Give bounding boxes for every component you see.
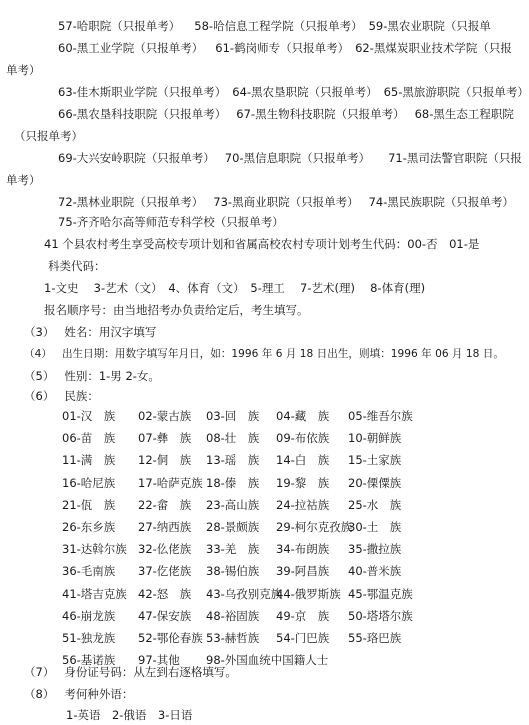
field-number: （7）	[24, 665, 55, 679]
field-ethnicity	[24, 388, 99, 404]
ethnic-code-item: 28-景颇族	[206, 520, 260, 534]
ethnic-code-item: 21-佤 族	[62, 498, 116, 512]
ethnic-code-item: 45-鄂温克族	[348, 587, 413, 601]
language-codes: 1-英语 2-俄语 3-日语	[66, 708, 193, 722]
school-line	[58, 150, 522, 166]
ethnic-code-item: 98-外国血统中国籍人士	[206, 653, 329, 667]
field-foreign-language	[24, 686, 133, 702]
ethnic-code-item: 24-拉祜族	[276, 498, 330, 512]
school-line-wrap	[6, 62, 41, 78]
ethnic-code-item: 26-东乡族	[62, 520, 116, 534]
ethnic-code-item: 30-土 族	[348, 520, 402, 534]
school-entry: 65-黑旅游职院（只报单考）	[383, 85, 529, 99]
field-text: 身份证号码：从左到右逐格填写。	[64, 665, 237, 679]
school-line	[58, 194, 514, 210]
field-text: 民族：	[64, 389, 99, 403]
school-line-wrap	[6, 172, 41, 188]
school-line-wrap	[14, 128, 83, 144]
ethnic-code-item: 16-哈尼族	[62, 476, 116, 490]
ethnic-code-item: 19-黎 族	[276, 476, 330, 490]
ethnic-code-item: 14-白 族	[276, 453, 330, 467]
ethnic-code-item: 37-仡佬族	[138, 564, 192, 578]
ethnic-code-item: 15-土家族	[348, 453, 402, 467]
field-text: 出生日期：用数字填写年月日，如：1996 年 6 月 18 日出生，则填：1996 年 06 月 18 日。	[61, 348, 504, 360]
ethnic-code-item: 38-锡伯族	[206, 564, 260, 578]
field-birthdate	[24, 346, 504, 362]
ethnic-code-item: 33-羌 族	[206, 542, 260, 556]
ethnic-code-item: 23-高山族	[206, 498, 260, 512]
school-entry: 67-黑生物科技职院（只报单考）	[236, 107, 405, 121]
school-line	[58, 18, 491, 34]
field-text: 性别：1-男 2-女。	[64, 369, 160, 383]
school-entry: 73-黑商业职院（只报单考）	[213, 195, 359, 209]
school-entry: 57-哈职院（只报单考）	[58, 19, 181, 33]
school-line	[58, 214, 284, 230]
field-name	[24, 324, 156, 340]
serial-note: 报名顺序号：由当地招考办负责给定后，考生填写。	[44, 303, 309, 317]
field-id-number	[24, 664, 237, 680]
field-number: （4）	[24, 348, 52, 360]
county-note: 41 个县农村考生享受高校专项计划和省属高校农村专项计划考生代码：00-否 01-是	[44, 237, 480, 251]
school-line	[58, 40, 512, 56]
school-entry: 72-黑林业职院（只报单考）	[58, 195, 204, 209]
field-gender	[24, 368, 160, 384]
ethnic-code-item: 27-纳西族	[138, 520, 192, 534]
ethnic-code-item: 18-傣 族	[206, 476, 260, 490]
ethnic-code-item: 40-普米族	[348, 564, 402, 578]
school-entry: 58-哈信息工程学院（只报单考）	[194, 19, 363, 33]
field-number: （8）	[24, 687, 55, 701]
ethnic-code-item: 06-苗 族	[62, 431, 116, 445]
school-entry: 63-佳木斯职业学院（只报单考）	[58, 85, 227, 99]
ethnic-code-item: 07-彝 族	[138, 431, 192, 445]
ethnic-code-item: 10-朝鲜族	[348, 431, 402, 445]
ethnic-code-item: 13-瑶 族	[206, 453, 260, 467]
school-entry: 62-黑煤炭职业技术学院（只报	[355, 41, 512, 55]
ethnic-code-item: 46-崩龙族	[62, 609, 116, 623]
school-entry: 60-黑工业学院（只报单考）	[58, 41, 204, 55]
ethnic-code-item: 97-其他	[138, 653, 180, 667]
school-entry: （只报单考）	[14, 129, 83, 143]
ethnic-code-item: 50-塔塔尔族	[348, 609, 413, 623]
ethnic-code-item: 25-水 族	[348, 498, 402, 512]
school-entry: 单考）	[6, 173, 41, 187]
school-entry: 71-黑司法警官职院（只报	[388, 151, 522, 165]
ethnic-code-item: 11-满 族	[62, 453, 116, 467]
school-entry: 59-黑农业职院（只报单	[368, 19, 491, 33]
field-number: （5）	[24, 369, 55, 383]
ethnic-code-item: 55-珞巴族	[348, 631, 402, 645]
school-entry: 单考）	[6, 63, 41, 77]
ethnic-code-item: 35-撒拉族	[348, 542, 402, 556]
ethnic-code-item: 48-裕固族	[206, 609, 260, 623]
ethnic-code-item: 12-侗 族	[138, 453, 192, 467]
ethnic-code-item: 43-乌孜别克族	[206, 587, 283, 601]
school-entry: 66-黑农垦科技职院（只报单考）	[58, 107, 227, 121]
field-number: （6）	[24, 389, 55, 403]
ethnic-code-item: 49-京 族	[276, 609, 330, 623]
ethnic-code-item: 36-毛南族	[62, 564, 116, 578]
school-line	[58, 106, 514, 122]
ethnic-code-item: 41-塔吉克族	[62, 587, 127, 601]
field-text: 考何种外语：	[64, 687, 134, 701]
ethnic-code-item: 20-傈僳族	[348, 476, 402, 490]
school-line	[58, 84, 529, 100]
ethnic-code-item: 47-保安族	[138, 609, 192, 623]
ethnic-code-item: 34-布朗族	[276, 542, 330, 556]
subject-label: 科类代码：	[48, 259, 106, 273]
ethnic-code-item: 52-鄂伦春族	[138, 631, 203, 645]
ethnic-code-item: 53-赫哲族	[206, 631, 260, 645]
ethnic-code-item: 54-门巴族	[276, 631, 330, 645]
ethnic-code-item: 29-柯尔克孜族	[276, 520, 353, 534]
ethnic-code-item: 51-独龙族	[62, 631, 116, 645]
school-entry: 75-齐齐哈尔高等师范专科学校（只报单考）	[58, 215, 284, 229]
ethnic-code-item: 17-哈萨克族	[138, 476, 203, 490]
ethnic-code-item: 02-蒙古族	[138, 409, 192, 423]
ethnic-code-item: 31-达斡尔族	[62, 542, 127, 556]
ethnic-code-item: 01-汉 族	[62, 409, 116, 423]
ethnic-code-item: 04-藏 族	[276, 409, 330, 423]
field-number: （3）	[24, 325, 55, 339]
school-entry: 68-黑生态工程职院	[414, 107, 514, 121]
ethnic-code-item: 56-基诺族	[62, 653, 116, 667]
school-entry: 64-黑农垦职院（只报单考）	[232, 85, 378, 99]
school-entry: 70-黑信息职院（只报单考）	[224, 151, 371, 165]
ethnic-code-item: 39-阿昌族	[276, 564, 330, 578]
ethnic-code-item: 03-回 族	[206, 409, 260, 423]
ethnic-code-item: 09-布依族	[276, 431, 330, 445]
ethnic-code-item: 08-壮 族	[206, 431, 260, 445]
ethnic-code-item: 22-畲 族	[138, 498, 192, 512]
school-entry: 74-黑民族职院（只报单考）	[368, 195, 514, 209]
field-text: 姓名：用汉字填写	[64, 325, 157, 339]
school-entry: 69-大兴安岭职院（只报单考）	[58, 151, 215, 165]
ethnic-code-item: 32-仫佬族	[138, 542, 192, 556]
subject-codes: 1-文史 3-艺术（文） 4、体育（文） 5-理工 7-艺术(理) 8-体育(理)	[44, 281, 426, 295]
ethnic-code-item: 42-怒 族	[138, 587, 192, 601]
ethnic-code-item: 44-俄罗斯族	[276, 587, 341, 601]
school-entry: 61-鹤岗师专（只报单考）	[215, 41, 350, 55]
ethnic-code-item: 05-维吾尔族	[348, 409, 413, 423]
